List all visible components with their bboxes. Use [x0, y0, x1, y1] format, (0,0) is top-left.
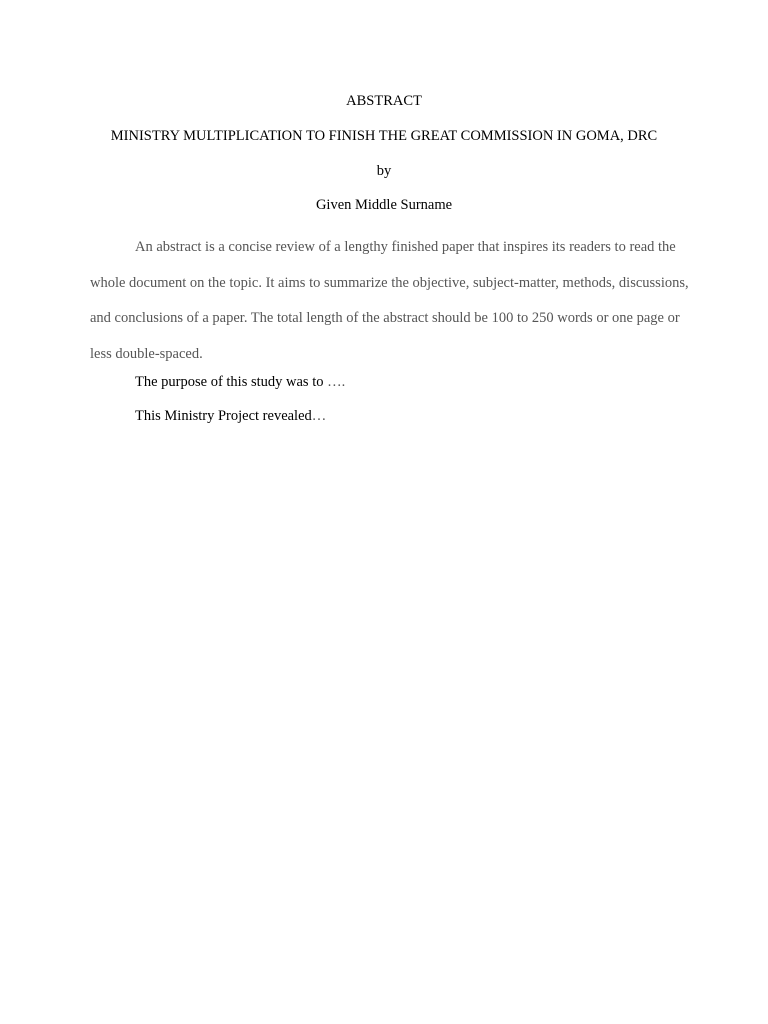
revealed-ellipsis: … — [311, 408, 327, 424]
abstract-paragraph-text: An abstract is a concise review of a lengthy finished paper that inspires its readers to read the whole document on the topic. It aims to summarize the objective, subject-matter, methods, discussions, and conclusions of a paper. The total length of the abstract should be 100 to 250 words or one page or less double-spaced. — [90, 239, 689, 362]
abstract-heading: ABSTRACT — [346, 93, 422, 109]
paper-title: MINISTRY MULTIPLICATION TO FINISH THE GREAT COMMISSION IN GOMA, DRC — [110, 128, 658, 144]
by-line: by — [376, 163, 392, 179]
revealed-paragraph — [135, 408, 326, 425]
purpose-paragraph — [135, 374, 345, 391]
revealed-text: This Ministry Project revealed — [135, 408, 312, 424]
author-name: Given Middle Surname — [315, 197, 453, 213]
purpose-ellipsis: …. — [327, 374, 346, 390]
abstract-paragraph — [90, 230, 690, 372]
purpose-text: The purpose of this study was to — [135, 374, 328, 390]
